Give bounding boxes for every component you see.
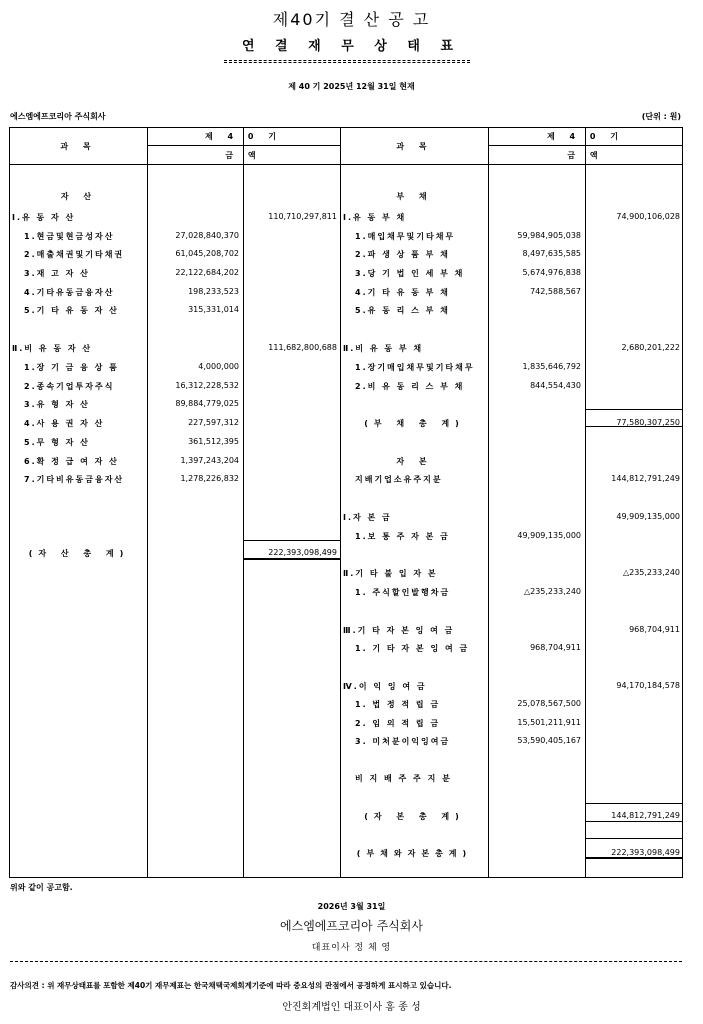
asset-row-label: 7.기타비유동금융자산 — [24, 475, 125, 484]
ceo-name: 대표이사 정 체 영 — [311, 943, 392, 953]
asset-row-sub-amount: 315,331,014 — [188, 305, 239, 314]
announcement-note: 위와 같이 공고함. — [10, 883, 73, 892]
asset-row-label: 1.현금및현금성자산 — [24, 232, 115, 241]
liab-equity-row-label: 2.파 생 상 품 부 채 — [355, 250, 450, 259]
title-underline — [224, 60, 470, 63]
liab-equity-row-total-amount: 77,580,307,250 — [616, 418, 680, 427]
asset-row-total-amount: 222,393,098,499 — [268, 548, 337, 557]
period-header-right: 제 4 0 기 — [547, 132, 624, 141]
liab-equity-row-label: 1.매입채무및기타채무 — [355, 232, 456, 241]
total-equity-box — [585, 803, 683, 822]
asset-row-total-amount: 110,710,297,811 — [268, 212, 337, 221]
liab-equity-row-total-amount: 144,812,791,249 — [611, 474, 680, 483]
liab-equity-row-label: Ⅰ.자 본 금 — [343, 513, 392, 522]
audit-opinion: 감사의견 : 위 재무상태표를 포함한 제40기 재무제표는 한국채택국제회계기준에 따라 중요성의 관점에서 공정하게 표시하고 있습니다. — [10, 981, 452, 990]
statement-title: 연 결 재 무 상 태 표 — [241, 39, 462, 54]
liab-equity-row-total-amount: 74,900,106,028 — [616, 212, 680, 221]
liab-equity-row-label: 지배기업소유주지분 — [355, 475, 443, 484]
asset-row-label: 4.사 용 권 자 산 — [24, 419, 105, 428]
auditor-name: 안진회계법인 대표이사 홍 종 성 — [282, 1002, 421, 1013]
asset-row-label: 2.매출채권및기타채권 — [24, 250, 125, 259]
asset-row-sub-amount: 1,278,226,832 — [180, 474, 239, 483]
liab-equity-row-label: 1.장기매입채무및기타채무 — [355, 363, 475, 372]
liab-equity-row-sub-amount: 1,835,646,792 — [522, 362, 581, 371]
liab-equity-row-label: Ⅲ.기 타 자 본 잉 여 금 — [343, 626, 455, 635]
liab-equity-row-total-amount: 49,909,135,000 — [616, 512, 680, 521]
liab-equity-row-label: 1. 주식할인발행차금 — [355, 588, 451, 597]
liab-equity-row-sub-amount: 8,497,635,585 — [522, 249, 581, 258]
liab-equity-row-label: Ⅱ.비 유 동 부 채 — [343, 344, 424, 353]
amount-header-left: 금 액 — [225, 151, 262, 160]
subject-header-left: 과 목 — [60, 142, 97, 151]
asset-row-sub-amount: 22,122,684,202 — [175, 268, 239, 277]
liab-equity-row-total-amount: 222,393,098,499 — [611, 848, 680, 857]
liab-equity-row-label: Ⅳ.이 익 잉 여 금 — [343, 682, 427, 691]
liab-equity-row-label: 부 채 — [396, 192, 433, 201]
announcement-date: 2026년 3월 31일 — [317, 902, 386, 911]
column-divider — [340, 127, 341, 878]
asset-row-label: 5.무 형 자 산 — [24, 438, 90, 447]
amount-header-right: 금 액 — [567, 151, 604, 160]
asset-row-sub-amount: 198,233,523 — [188, 287, 239, 296]
asset-row-label: 자 산 — [60, 192, 98, 201]
asset-row-sub-amount: 1,397,243,204 — [180, 456, 239, 465]
column-divider — [243, 127, 244, 878]
company-name: 에스엠에프코리아 주식회사 — [10, 112, 106, 121]
liab-equity-row-label: (자 본 총 계) — [364, 812, 465, 821]
liab-equity-row-total-amount: 2,680,201,222 — [621, 343, 680, 352]
notice-title: 제40기 결 산 공 고 — [272, 10, 431, 29]
asset-row-label: (자 산 총 계) — [28, 549, 130, 558]
column-divider — [585, 127, 586, 878]
asset-row-label: 1.장 기 금 융 상 품 — [24, 363, 119, 372]
liab-equity-row-label: (부채와자본총계) — [356, 849, 473, 858]
total-liab-equity-box — [585, 838, 683, 859]
asset-row-sub-amount: 361,512,395 — [188, 437, 239, 446]
subject-header-right: 과 목 — [396, 142, 433, 151]
asset-row-label: 2.종속기업투자주식 — [24, 382, 115, 391]
liab-equity-row-label: 3.당 기 법 인 세 부 채 — [355, 269, 465, 278]
liab-equity-row-sub-amount: 968,704,911 — [530, 643, 581, 652]
liab-equity-row-total-amount: △235,233,240 — [622, 568, 680, 577]
liab-equity-row-label: 1. 기 타 자 본 잉 여 금 — [355, 644, 470, 653]
currency-unit: (단위 : 원) — [641, 112, 681, 121]
asset-row-sub-amount: 27,028,840,370 — [175, 231, 239, 240]
asset-row-sub-amount: 4,000,000 — [198, 362, 239, 371]
asset-row-label: 3.유 형 자 산 — [24, 400, 90, 409]
liab-equity-row-sub-amount: 49,909,135,000 — [517, 531, 581, 540]
liab-equity-row-sub-amount: 53,590,405,167 — [517, 736, 581, 745]
liab-equity-row-label: Ⅱ.기 타 불 입 자 본 — [343, 569, 438, 578]
asset-row-label: Ⅰ.유 동 자 산 — [12, 213, 76, 222]
liab-equity-row-label: (부 채 총 계) — [364, 419, 465, 428]
asset-row-label: 4.기타유동금융자산 — [24, 288, 115, 297]
liab-equity-row-label: 5.유 동 리 스 부 채 — [355, 306, 450, 315]
liab-equity-row-label: 비 지 배 주 주 지 분 — [355, 774, 452, 783]
asset-row-sub-amount: 61,045,208,702 — [175, 249, 239, 258]
liab-equity-row-total-amount: 94,170,184,578 — [616, 681, 680, 690]
total-assets-box — [243, 540, 340, 560]
liab-equity-row-total-amount: 968,704,911 — [629, 625, 680, 634]
asset-row-sub-amount: 227,597,312 — [188, 418, 239, 427]
period-header-left: 제 4 0 기 — [205, 132, 282, 141]
asset-row-sub-amount: 16,312,228,532 — [175, 381, 239, 390]
liab-equity-row-label: 1.보 통 주 자 본 금 — [355, 532, 450, 541]
statement-date: 제 40 기 2025년 12월 31일 현재 — [288, 82, 415, 91]
asset-row-label: 6.확 정 급 여 자 산 — [24, 457, 119, 466]
asset-row-total-amount: 111,682,800,688 — [268, 343, 337, 352]
liab-equity-row-label: Ⅰ.유 동 부 채 — [343, 213, 407, 222]
liab-equity-row-total-amount: 144,812,791,249 — [611, 811, 680, 820]
liab-equity-row-sub-amount: 25,078,567,500 — [517, 699, 581, 708]
liab-equity-row-sub-amount: 742,588,567 — [530, 287, 581, 296]
footer-divider — [10, 961, 682, 962]
liab-equity-row-sub-amount: 844,554,430 — [530, 381, 581, 390]
total-liabilities-box — [585, 409, 683, 427]
liab-equity-row-label: 3. 미처분이익잉여금 — [355, 737, 451, 746]
liab-equity-row-label: 4.기 타 유 동 부 채 — [355, 288, 450, 297]
asset-row-label: 3.재 고 자 산 — [24, 269, 90, 278]
liab-equity-row-sub-amount: 59,984,905,038 — [517, 231, 581, 240]
asset-row-label: Ⅱ.비 유 동 자 산 — [12, 344, 93, 353]
asset-row-sub-amount: 89,884,779,025 — [175, 399, 239, 408]
liab-equity-row-sub-amount: 5,674,976,838 — [522, 268, 581, 277]
liab-equity-row-label: 2.비 유 동 리 스 부 채 — [355, 382, 465, 391]
liab-equity-row-label: 자 본 — [396, 457, 433, 466]
liab-equity-row-label: 1. 법 정 적 립 금 — [355, 700, 441, 709]
liab-equity-row-sub-amount: △235,233,240 — [523, 587, 581, 596]
liab-equity-row-sub-amount: 15,501,211,911 — [517, 718, 581, 727]
header-bottom-rule — [9, 164, 683, 165]
footer-company: 에스엠에프코리아 주식회사 — [280, 919, 423, 933]
liab-equity-row-label: 2. 임 의 적 립 금 — [355, 719, 441, 728]
asset-row-label: 5.기 타 유 동 자 산 — [24, 306, 119, 315]
